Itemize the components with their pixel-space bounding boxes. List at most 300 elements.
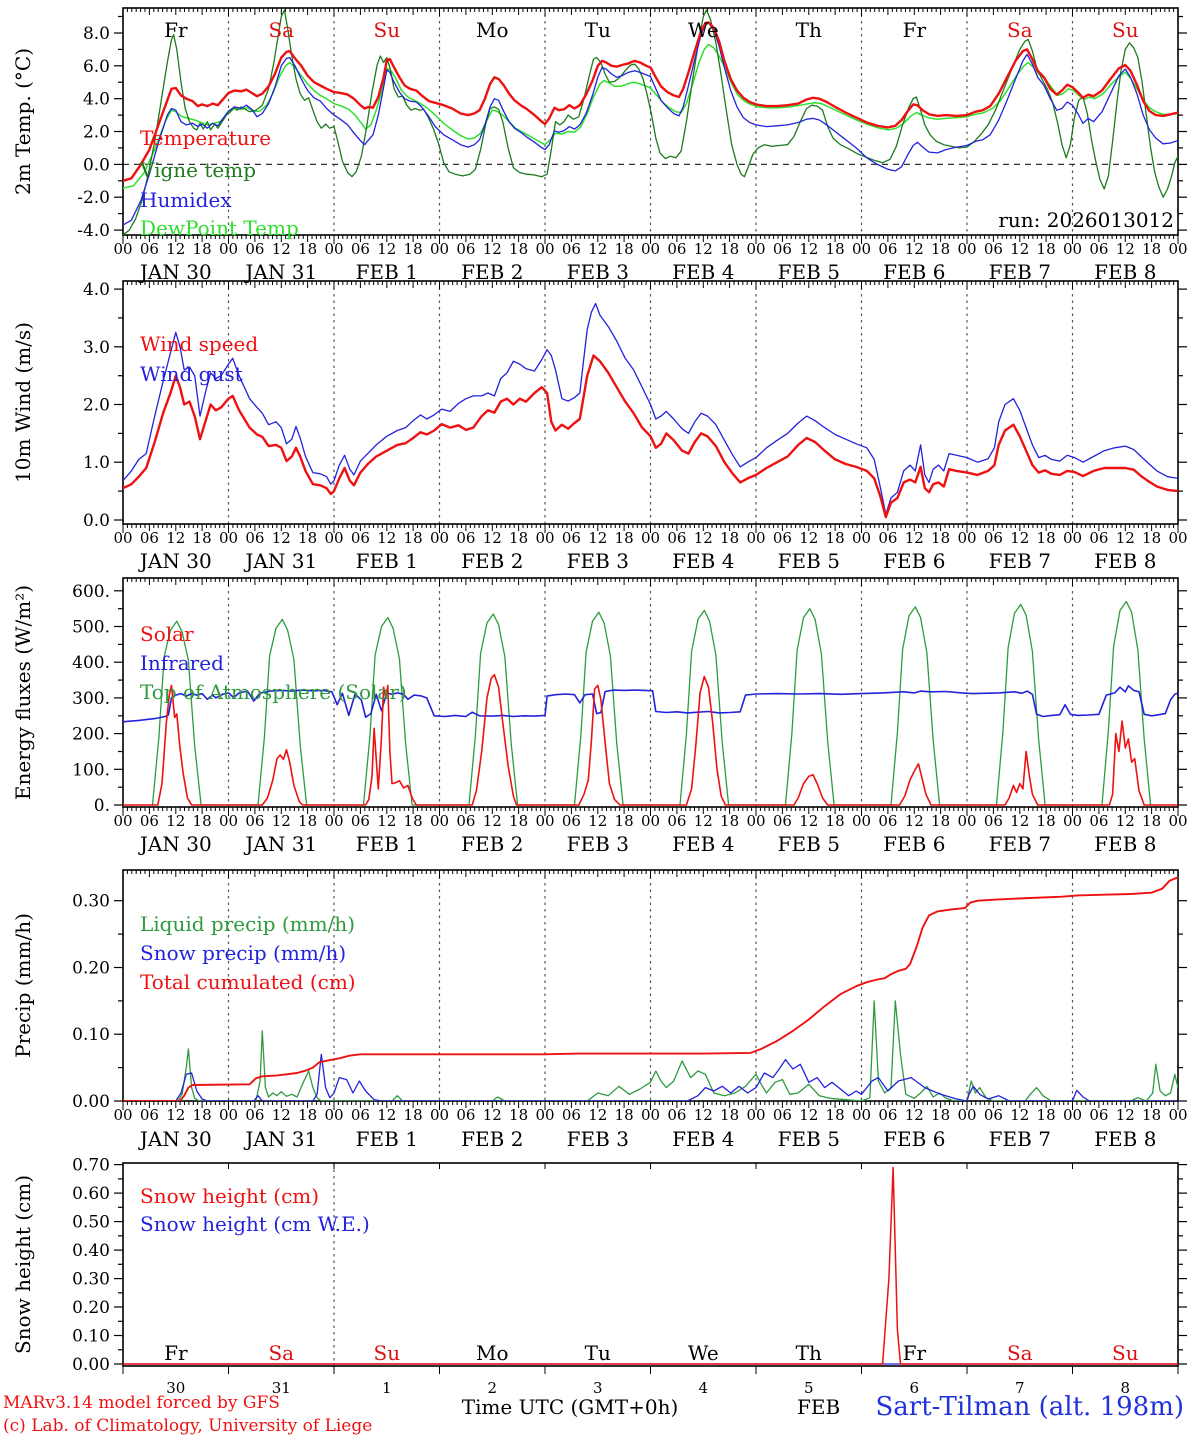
day-number-label: 3 <box>593 1379 603 1397</box>
hour-tick-label: 00 <box>746 1106 766 1124</box>
hour-tick-label: 00 <box>429 812 450 830</box>
y-axis-title-snowheight: Snow height (cm) <box>11 1174 35 1355</box>
hour-tick-label: 06 <box>1089 812 1109 830</box>
day-number-label: 8 <box>1120 1379 1131 1397</box>
hour-tick-label: 00 <box>957 529 977 547</box>
hour-tick-label: 18 <box>509 1106 529 1124</box>
hour-tick-label: 12 <box>904 1106 924 1124</box>
y-tick-label: 400. <box>72 653 110 674</box>
date-label: FEB 3 <box>566 549 629 573</box>
hour-tick-label: 18 <box>403 240 423 258</box>
y-axis-title-energy: Energy fluxes (W/m²) <box>11 584 35 801</box>
weekday-label: Sa <box>1006 18 1033 42</box>
legend-dewpoint-temp: DewPoint Temp <box>140 216 299 240</box>
hour-tick-label: 00 <box>324 240 344 258</box>
y-tick-label: 3.0 <box>82 337 110 358</box>
hour-tick-label: 06 <box>245 1106 265 1124</box>
date-label: FEB 7 <box>988 1127 1051 1151</box>
date-label: FEB 6 <box>883 549 946 573</box>
weekday-label: Fr <box>164 1341 188 1365</box>
hour-tick-label: 00 <box>113 1106 133 1124</box>
hour-tick-label: 18 <box>825 1106 845 1124</box>
panel-temp2m <box>11 8 1188 284</box>
date-label: FEB 3 <box>566 1127 629 1151</box>
date-label: JAN 30 <box>139 260 212 284</box>
weekday-label: Tu <box>584 18 611 42</box>
hour-tick-label: 18 <box>931 529 951 547</box>
hour-tick-label: 06 <box>350 812 370 830</box>
hour-tick-label: 12 <box>1010 812 1030 830</box>
hour-tick-label: 06 <box>561 529 581 547</box>
hour-tick-label: 12 <box>799 812 819 830</box>
date-label: FEB 2 <box>461 549 524 573</box>
hour-tick-label: 00 <box>957 812 977 830</box>
hour-tick-label: 00 <box>640 529 661 547</box>
hour-tick-label: 00 <box>851 240 872 258</box>
hour-tick-label: 12 <box>271 1106 291 1124</box>
date-label: FEB 4 <box>672 1127 735 1151</box>
date-label: FEB 5 <box>777 549 840 573</box>
y-tick-label: 8.0 <box>82 24 110 44</box>
y-axis-title-temp2m: 2m Temp. (°C) <box>11 47 35 196</box>
hour-tick-label: 00 <box>535 529 555 547</box>
hour-tick-label: 12 <box>693 812 713 830</box>
hour-tick-label: 00 <box>957 240 977 258</box>
date-label: JAN 31 <box>245 260 318 284</box>
y-tick-label: 0.40 <box>72 1241 110 1262</box>
hour-tick-label: 06 <box>456 529 476 547</box>
series-temp2m <box>123 10 1178 235</box>
day-number-label: 4 <box>698 1379 709 1397</box>
weekday-label: Su <box>1112 18 1139 42</box>
hour-tick-label: 06 <box>456 812 476 830</box>
day-number-label: 30 <box>166 1379 186 1397</box>
hour-tick-label: 06 <box>983 529 1003 547</box>
y-tick-label: 0.70 <box>72 1155 110 1176</box>
panel-energy <box>11 578 1188 856</box>
run-label: run: 2026013012 <box>998 208 1174 232</box>
y-tick-label: 6.0 <box>82 56 110 77</box>
hour-tick-label: 18 <box>298 812 318 830</box>
weekday-label: Th <box>795 18 822 42</box>
weekday-label: Su <box>1112 1341 1139 1365</box>
series-line-snow-precip-mm-h- <box>123 1054 1178 1101</box>
hour-tick-label: 12 <box>799 529 819 547</box>
hour-tick-label: 00 <box>1168 1106 1188 1124</box>
date-label: FEB 1 <box>355 1127 418 1151</box>
weekday-label: We <box>687 18 719 42</box>
hour-tick-label: 00 <box>218 1106 239 1124</box>
legend-snow-height-cm-w-e-: Snow height (cm W.E.) <box>140 1212 370 1236</box>
weekday-label: Fr <box>164 18 188 42</box>
legend-wind-gust: Wind gust <box>140 362 243 386</box>
hour-tick-label: 06 <box>561 240 581 258</box>
hour-tick-label: 12 <box>482 812 502 830</box>
hour-tick-label: 06 <box>667 240 687 258</box>
hour-tick-label: 00 <box>113 812 133 830</box>
hour-tick-label: 00 <box>535 812 555 830</box>
hour-tick-label: 12 <box>1010 529 1030 547</box>
hour-tick-label: 18 <box>931 812 951 830</box>
hour-tick-label: 12 <box>693 529 713 547</box>
hour-tick-label: 00 <box>1168 812 1188 830</box>
hour-tick-label: 06 <box>245 240 265 258</box>
y-tick-label: 500. <box>72 617 110 638</box>
hour-tick-label: 12 <box>1010 1106 1030 1124</box>
y-tick-label: 2.0 <box>82 122 110 143</box>
hour-tick-label: 12 <box>588 529 608 547</box>
hour-tick-label: 12 <box>904 812 924 830</box>
hour-tick-label: 18 <box>720 529 740 547</box>
date-label: FEB 2 <box>461 1127 524 1151</box>
y-tick-label: -2.0 <box>77 188 110 209</box>
hour-tick-label: 06 <box>983 240 1003 258</box>
y-tick-label: 0.00 <box>72 1355 110 1375</box>
hour-tick-label: 00 <box>1062 529 1083 547</box>
date-label: FEB 6 <box>883 832 946 856</box>
hour-tick-label: 12 <box>693 240 713 258</box>
hour-tick-label: 00 <box>218 240 239 258</box>
y-tick-label: 100. <box>72 760 110 781</box>
hour-tick-label: 00 <box>113 240 133 258</box>
hour-tick-label: 06 <box>772 529 792 547</box>
month-label: FEB <box>797 1395 841 1419</box>
y-tick-label: 0.00 <box>72 1092 110 1112</box>
hour-tick-label: 18 <box>192 240 212 258</box>
hour-tick-label: 00 <box>324 1106 344 1124</box>
hour-tick-label: 18 <box>614 812 634 830</box>
legend-temperature: Temperature <box>140 126 272 150</box>
hour-tick-label: 06 <box>350 1106 370 1124</box>
hour-tick-label: 00 <box>1062 812 1083 830</box>
hour-tick-label: 00 <box>324 529 344 547</box>
hour-tick-label: 12 <box>166 529 186 547</box>
hour-tick-label: 00 <box>1062 240 1083 258</box>
hour-tick-label: 06 <box>772 812 792 830</box>
y-tick-label: 0.30 <box>72 1269 110 1290</box>
y-tick-label: 0.0 <box>82 155 110 176</box>
hour-tick-label: 00 <box>746 240 766 258</box>
y-tick-label: 4.0 <box>82 89 110 110</box>
hour-tick-label: 06 <box>245 812 265 830</box>
hour-tick-label: 18 <box>614 240 634 258</box>
date-label: FEB 4 <box>672 260 735 284</box>
hour-tick-label: 12 <box>1010 240 1030 258</box>
date-label: FEB 2 <box>461 260 524 284</box>
weekday-label: Sa <box>268 1341 295 1365</box>
hour-tick-label: 00 <box>535 240 555 258</box>
hour-tick-label: 12 <box>271 240 291 258</box>
hour-tick-label: 00 <box>113 529 133 547</box>
series-line-temperature <box>123 22 1178 181</box>
hour-tick-label: 00 <box>218 812 239 830</box>
hour-tick-label: 06 <box>878 1106 898 1124</box>
hour-tick-label: 00 <box>1062 1106 1083 1124</box>
date-label: FEB 5 <box>777 260 840 284</box>
hour-tick-label: 18 <box>1036 529 1056 547</box>
y-tick-label: 200. <box>72 724 110 745</box>
hour-tick-label: 12 <box>588 812 608 830</box>
date-label: FEB 3 <box>566 260 629 284</box>
weekday-label: Mo <box>476 1341 509 1365</box>
y-tick-label: 300. <box>72 688 110 709</box>
hour-tick-label: 06 <box>878 812 898 830</box>
legend-snow-precip-mm-h-: Snow precip (mm/h) <box>140 941 347 965</box>
hour-tick-label: 12 <box>693 1106 713 1124</box>
date-label: FEB 5 <box>777 1127 840 1151</box>
date-label: FEB 4 <box>672 549 735 573</box>
date-label: FEB 3 <box>566 832 629 856</box>
hour-tick-label: 00 <box>851 529 872 547</box>
date-label: FEB 4 <box>672 832 735 856</box>
panel-snowheight <box>11 1156 1187 1397</box>
hour-tick-label: 12 <box>166 1106 186 1124</box>
hour-tick-label: 18 <box>825 812 845 830</box>
hour-tick-label: 00 <box>957 1106 977 1124</box>
hour-tick-label: 00 <box>746 812 766 830</box>
hour-tick-label: 00 <box>429 529 450 547</box>
hour-tick-label: 12 <box>799 240 819 258</box>
hour-tick-label: 12 <box>482 1106 502 1124</box>
y-tick-label: 0. <box>93 796 110 816</box>
day-number-label: 5 <box>804 1379 814 1397</box>
hour-tick-label: 18 <box>720 240 740 258</box>
hour-tick-label: 12 <box>588 1106 608 1124</box>
hour-tick-label: 18 <box>1142 812 1162 830</box>
legend-top-of-atmosphere-solar-: Top of Atmosphere (Solar) <box>140 680 407 704</box>
date-label: JAN 30 <box>139 1127 212 1151</box>
hour-tick-label: 12 <box>377 240 397 258</box>
hour-tick-label: 18 <box>614 529 634 547</box>
hour-tick-label: 12 <box>271 529 291 547</box>
hour-tick-label: 06 <box>1089 240 1109 258</box>
hour-tick-label: 06 <box>456 240 476 258</box>
weekday-label: We <box>687 1341 719 1365</box>
hour-tick-label: 06 <box>139 1106 159 1124</box>
hour-tick-label: 12 <box>1115 240 1135 258</box>
date-label: FEB 1 <box>355 260 418 284</box>
hour-tick-label: 12 <box>377 812 397 830</box>
hour-tick-label: 12 <box>482 529 502 547</box>
day-number-label: 7 <box>1015 1379 1025 1397</box>
hour-tick-label: 18 <box>931 1106 951 1124</box>
y-tick-label: 2.0 <box>82 395 110 416</box>
hour-tick-label: 18 <box>825 240 845 258</box>
station-title: Sart-Tilman (alt. 198m) <box>875 1392 1184 1422</box>
hour-tick-label: 18 <box>720 812 740 830</box>
hour-tick-label: 00 <box>429 1106 450 1124</box>
date-label: FEB 8 <box>1094 549 1157 573</box>
hour-tick-label: 06 <box>878 529 898 547</box>
hour-tick-label: 18 <box>509 812 529 830</box>
hour-tick-label: 12 <box>166 812 186 830</box>
weekday-label: Sa <box>268 18 295 42</box>
hour-tick-label: 12 <box>482 240 502 258</box>
weekday-label: Mo <box>476 18 509 42</box>
hour-tick-label: 18 <box>1036 1106 1056 1124</box>
hour-tick-label: 00 <box>218 529 239 547</box>
date-label: FEB 1 <box>355 549 418 573</box>
date-label: FEB 6 <box>883 1127 946 1151</box>
hour-tick-label: 12 <box>377 1106 397 1124</box>
hour-tick-label: 12 <box>1115 529 1135 547</box>
hour-tick-label: 12 <box>904 529 924 547</box>
hour-tick-label: 00 <box>535 1106 555 1124</box>
hour-tick-label: 12 <box>904 240 924 258</box>
hour-tick-label: 18 <box>192 1106 212 1124</box>
y-tick-label: 0.60 <box>72 1184 110 1205</box>
y-tick-label: 600. <box>72 581 110 602</box>
hour-tick-label: 12 <box>1115 812 1135 830</box>
hour-tick-label: 00 <box>429 240 450 258</box>
date-label: JAN 31 <box>245 1127 318 1151</box>
hour-tick-label: 06 <box>667 529 687 547</box>
hour-tick-label: 12 <box>166 240 186 258</box>
hour-tick-label: 06 <box>456 1106 476 1124</box>
hour-tick-label: 18 <box>509 240 529 258</box>
legend-snow-height-cm-: Snow height (cm) <box>140 1184 320 1208</box>
date-label: FEB 7 <box>988 832 1051 856</box>
hour-tick-label: 06 <box>1089 1106 1109 1124</box>
date-label: JAN 30 <box>139 832 212 856</box>
hour-tick-label: 06 <box>561 812 581 830</box>
hour-tick-label: 18 <box>1142 240 1162 258</box>
hour-tick-label: 06 <box>561 1106 581 1124</box>
date-label: JAN 31 <box>245 549 318 573</box>
hour-tick-label: 18 <box>1142 529 1162 547</box>
date-label: FEB 8 <box>1094 832 1157 856</box>
y-tick-label: 0.20 <box>72 958 110 979</box>
day-number-label: 6 <box>909 1379 920 1397</box>
hour-tick-label: 06 <box>667 1106 687 1124</box>
date-label: JAN 31 <box>245 832 318 856</box>
hour-tick-label: 18 <box>192 529 212 547</box>
legend-solar: Solar <box>140 622 194 646</box>
hour-tick-label: 18 <box>298 1106 318 1124</box>
hour-tick-label: 18 <box>298 529 318 547</box>
weekday-label: Fr <box>902 18 927 42</box>
series-line-vigne-temp <box>123 10 1178 235</box>
weekday-label: Th <box>795 1341 822 1365</box>
date-label: FEB 7 <box>988 549 1051 573</box>
hour-tick-label: 18 <box>403 812 423 830</box>
hour-tick-label: 06 <box>350 240 370 258</box>
hour-tick-label: 18 <box>825 529 845 547</box>
hour-tick-label: 18 <box>1036 812 1056 830</box>
hour-tick-label: 12 <box>271 812 291 830</box>
hour-tick-label: 18 <box>298 240 318 258</box>
y-tick-label: 0.50 <box>72 1212 110 1233</box>
hour-tick-label: 06 <box>983 812 1003 830</box>
date-label: FEB 1 <box>355 832 418 856</box>
hour-tick-label: 00 <box>851 1106 872 1124</box>
panel-frame <box>123 281 1178 524</box>
hour-tick-label: 06 <box>139 529 159 547</box>
hour-tick-label: 18 <box>1036 240 1056 258</box>
hour-tick-label: 06 <box>772 240 792 258</box>
weekday-label: Fr <box>902 1341 927 1365</box>
hour-tick-label: 12 <box>1115 1106 1135 1124</box>
series-wind10m <box>123 304 1178 518</box>
hour-tick-label: 00 <box>851 812 872 830</box>
y-tick-label: 4.0 <box>82 280 110 301</box>
hour-tick-label: 00 <box>1168 529 1188 547</box>
day-number-label: 31 <box>271 1379 291 1397</box>
panel-wind10m <box>11 280 1188 573</box>
hour-tick-label: 18 <box>403 1106 423 1124</box>
copyright-credit-line: (c) Lab. of Climatology, University of Liege <box>3 1416 373 1436</box>
x-axis-title: Time UTC (GMT+0h) <box>461 1395 679 1419</box>
hour-tick-label: 00 <box>746 529 766 547</box>
hour-tick-label: 18 <box>403 529 423 547</box>
hour-tick-label: 18 <box>1142 1106 1162 1124</box>
hour-tick-label: 18 <box>614 1106 634 1124</box>
hour-tick-label: 12 <box>588 240 608 258</box>
y-axis-title-precip: Precip (mm/h) <box>11 913 35 1058</box>
y-tick-label: 0.30 <box>72 891 110 912</box>
y-tick-label: -4.0 <box>77 221 110 242</box>
y-tick-label: 0.10 <box>72 1326 110 1347</box>
legend-humidex: Humidex <box>140 188 232 212</box>
weekday-label: Su <box>373 1341 401 1365</box>
hour-tick-label: 18 <box>509 529 529 547</box>
legend-liquid-precip-mm-h-: Liquid precip (mm/h) <box>140 912 356 936</box>
model-credit-line: MARv3.14 model forced by GFS <box>3 1393 280 1413</box>
hour-tick-label: 00 <box>640 812 661 830</box>
date-label: FEB 6 <box>883 260 946 284</box>
legend-infrared: Infrared <box>140 651 224 675</box>
hour-tick-label: 06 <box>878 240 898 258</box>
weekday-label: Tu <box>584 1341 611 1365</box>
hour-tick-label: 06 <box>983 1106 1003 1124</box>
legend-total-cumulated-cm-: Total cumulated (cm) <box>140 970 356 994</box>
day-number-label: 2 <box>487 1379 498 1397</box>
hour-tick-label: 18 <box>192 812 212 830</box>
panel-precip <box>11 870 1188 1151</box>
hour-tick-label: 18 <box>720 1106 740 1124</box>
hour-tick-label: 00 <box>324 812 344 830</box>
hour-tick-label: 12 <box>799 1106 819 1124</box>
y-axis-title-wind10m: 10m Wind (m/s) <box>11 322 35 483</box>
day-number-label: 1 <box>382 1379 392 1397</box>
legend-vigne-temp: Vigne temp <box>140 158 257 182</box>
hour-tick-label: 06 <box>350 529 370 547</box>
hour-tick-label: 00 <box>1168 240 1188 258</box>
hour-tick-label: 06 <box>1089 529 1109 547</box>
date-label: FEB 8 <box>1094 260 1157 284</box>
date-label: FEB 2 <box>461 832 524 856</box>
date-label: FEB 8 <box>1094 1127 1157 1151</box>
hour-tick-label: 06 <box>667 812 687 830</box>
weekday-label: Sa <box>1006 1341 1033 1365</box>
hour-tick-label: 06 <box>772 1106 792 1124</box>
date-label: FEB 7 <box>988 260 1051 284</box>
y-tick-label: 0.20 <box>72 1298 110 1318</box>
weekday-label: Su <box>373 18 401 42</box>
legend-wind-speed: Wind speed <box>140 332 259 356</box>
hour-tick-label: 06 <box>139 240 159 258</box>
date-label: FEB 5 <box>777 832 840 856</box>
hour-tick-label: 00 <box>640 1106 661 1124</box>
y-tick-label: 0.10 <box>72 1025 110 1046</box>
date-label: JAN 30 <box>139 549 212 573</box>
y-tick-label: 0.0 <box>82 511 110 531</box>
hour-tick-label: 18 <box>931 240 951 258</box>
hour-tick-label: 06 <box>245 529 265 547</box>
hour-tick-label: 06 <box>139 812 159 830</box>
hour-tick-label: 00 <box>640 240 661 258</box>
hour-tick-label: 12 <box>377 529 397 547</box>
